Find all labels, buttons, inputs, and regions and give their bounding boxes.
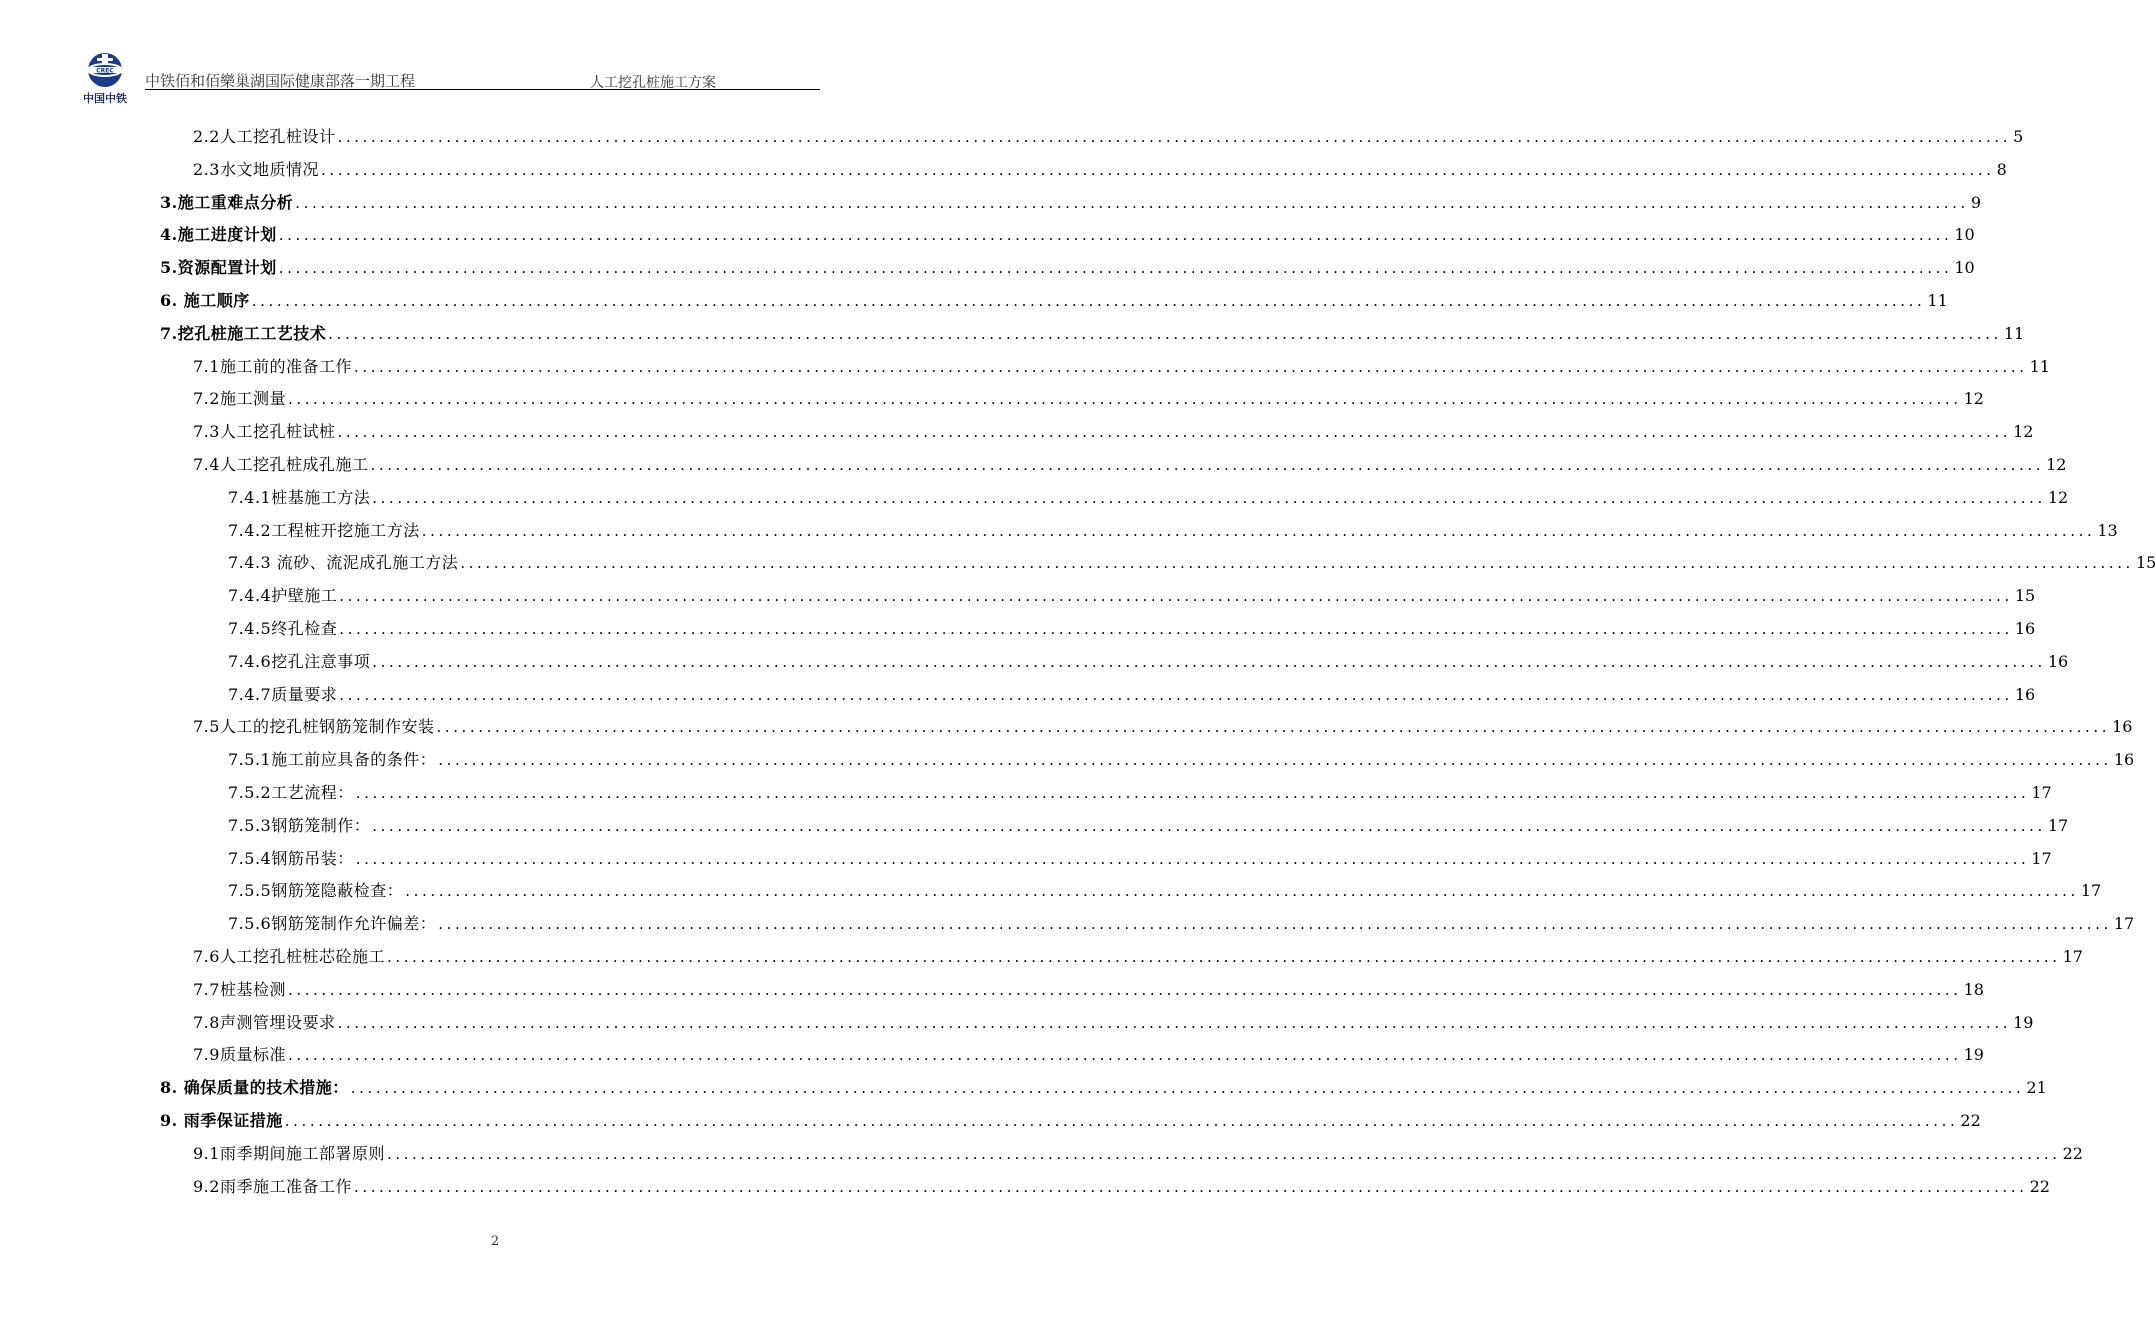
toc-entry-title: 7.5人工的挖孔桩钢筋笼制作安装 (193, 717, 435, 736)
toc-entry-title: 7.4.7质量要求 (228, 685, 338, 704)
logo-text: 中国中铁 (83, 92, 127, 105)
toc-entry[interactable] (228, 848, 2052, 870)
toc-entry-page: 17 (2031, 783, 2052, 802)
toc-entry[interactable] (193, 1012, 2034, 1034)
toc-entry-title: 7.4人工挖孔桩成孔施工 (193, 455, 369, 474)
toc-entry[interactable] (228, 552, 2156, 574)
toc-entry-page: 17 (2080, 881, 2102, 900)
toc-entry[interactable] (193, 126, 2024, 148)
toc-entry[interactable] (228, 684, 2036, 706)
toc-entry[interactable] (193, 421, 2034, 443)
toc-entry[interactable] (160, 290, 1948, 312)
toc-dot-leader: ........................................................................................................................................................................................................ (337, 1014, 2012, 1032)
toc-entry-page: 11 (2003, 324, 2025, 343)
toc-entry[interactable] (193, 979, 1984, 1001)
toc-entry[interactable] (228, 618, 2036, 640)
toc-entry-page: 17 (2062, 947, 2083, 966)
toc-entry-page: 19 (2013, 1013, 2034, 1032)
toc-entry-title: 9.2雨季施工准备工作 (193, 1177, 352, 1196)
toc-entry[interactable] (193, 388, 1984, 410)
toc-dot-leader: ........................................................................................................................................................................................................ (355, 784, 2030, 802)
toc-entry-title: 7.8声测管埋设要求 (193, 1013, 336, 1032)
toc-entry[interactable] (228, 520, 2118, 542)
toc-entry-title: 7.5.6钢筋笼制作允许偏差： (228, 914, 437, 933)
toc-entry-title: 7.6人工挖孔桩桩芯砼施工 (193, 947, 385, 966)
toc-entry-title: 9. 雨季保证措施 (160, 1111, 283, 1130)
toc-dot-leader: ........................................................................................................................................................................................................ (372, 653, 2046, 671)
toc-entry[interactable] (193, 159, 2007, 181)
toc-entry-title: 7.9质量标准 (193, 1045, 286, 1064)
toc-dot-leader: ........................................................................................................................................................................................................ (320, 161, 1995, 179)
toc-entry-title: 7.4.5终孔检查 (228, 619, 338, 638)
crec-logo-icon (75, 50, 135, 90)
toc-entry-page: 12 (1963, 389, 1984, 408)
toc-dot-leader: ........................................................................................................................................................................................................ (339, 686, 2013, 704)
toc-dot-leader: ........................................................................................................................................................................................................ (328, 325, 2002, 343)
toc-entry-page: 22 (2062, 1144, 2083, 1163)
toc-entry-title: 9.1雨季期间施工部署原则 (193, 1144, 385, 1163)
toc-entry[interactable] (160, 224, 1975, 246)
toc-entry-title: 7.5.1施工前应具备的条件： (228, 750, 437, 769)
toc-entry-page: 13 (2097, 521, 2118, 540)
toc-entry-page: 22 (1960, 1111, 1981, 1130)
toc-entry-title: 2.2人工挖孔桩设计 (193, 127, 336, 146)
toc-entry[interactable] (228, 749, 2135, 771)
toc-entry-title: 6. 施工顺序 (160, 291, 250, 310)
toc-dot-leader: ........................................................................................................................................................................................................ (386, 1145, 2061, 1163)
toc-dot-leader: ........................................................................................................................................................................................................ (370, 456, 2045, 474)
toc-entry[interactable] (193, 356, 2050, 378)
toc-entry[interactable] (160, 192, 1982, 214)
toc-entry-page: 5 (2013, 127, 2024, 146)
page-number: 2 (490, 1234, 500, 1249)
toc-entry[interactable] (193, 1044, 1984, 1066)
toc-entry-title: 7.4.3 流砂、流泥成孔施工方法 (228, 553, 459, 572)
toc-dot-leader: ........................................................................................................................................................................................................ (353, 1178, 2028, 1196)
toc-entry-page: 17 (2047, 816, 2069, 835)
toc-entry-page: 15 (2135, 553, 2156, 572)
toc-dot-leader: ........................................................................................................................................................................................................ (287, 1046, 1962, 1064)
toc-dot-leader: ........................................................................................................................................................................................................ (339, 587, 2013, 605)
toc-entry-title: 4.施工进度计划 (160, 225, 277, 244)
toc-dot-leader: ........................................................................................................................................................................................................ (438, 915, 2112, 933)
toc-entry[interactable] (228, 651, 2069, 673)
toc-entry[interactable] (160, 323, 2025, 345)
toc-entry[interactable] (193, 716, 2133, 738)
toc-entry[interactable] (228, 880, 2102, 902)
toc-entry-title: 3.施工重难点分析 (160, 193, 294, 212)
toc-entry-page: 21 (2026, 1078, 2047, 1097)
toc-dot-leader: ........................................................................................................................................................................................................ (372, 817, 2046, 835)
toc-entry-page: 12 (2046, 455, 2067, 474)
toc-entry[interactable] (193, 946, 2083, 968)
crec-logo (75, 50, 135, 108)
toc-dot-leader: ........................................................................................................................................................................................................ (355, 850, 2030, 868)
toc-entry-title: 7.2施工测量 (193, 389, 286, 408)
toc-dot-leader: ........................................................................................................................................................................................................ (251, 292, 1926, 310)
toc-dot-leader: ........................................................................................................................................................................................................ (353, 358, 2028, 376)
toc-entry[interactable] (228, 782, 2052, 804)
toc-entry[interactable] (160, 257, 1975, 279)
toc-entry-page: 17 (2031, 849, 2052, 868)
toc-entry[interactable] (193, 1143, 2083, 1165)
toc-entry-title: 7.5.3钢筋笼制作： (228, 816, 371, 835)
toc-entry-title: 7.5.4钢筋吊装： (228, 849, 354, 868)
toc-entry-page: 15 (2014, 586, 2036, 605)
toc-entry-title: 5.资源配置计划 (160, 258, 277, 277)
toc-entry-title: 7.7桩基检测 (193, 980, 286, 999)
toc-dot-leader: ........................................................................................................................................................................................................ (295, 194, 1969, 212)
toc-entry-page: 16 (2047, 652, 2069, 671)
toc-entry[interactable] (193, 454, 2067, 476)
toc-entry-page: 16 (2014, 619, 2036, 638)
toc-entry-title: 2.3水文地质情况 (193, 160, 319, 179)
toc-dot-leader: ........................................................................................................................................................................................................ (284, 1112, 1959, 1130)
toc-entry[interactable] (228, 815, 2069, 837)
toc-dot-leader: ........................................................................................................................................................................................................ (386, 948, 2061, 966)
toc-dot-leader: ........................................................................................................................................................................................................ (421, 522, 2096, 540)
header-document-title: 人工挖孔桩施工方案 (590, 75, 716, 91)
header-divider (145, 89, 820, 90)
toc-entry-title: 7.4.4护壁施工 (228, 586, 338, 605)
toc-entry-title: 7.3人工挖孔桩试桩 (193, 422, 336, 441)
toc-entry-page: 22 (2029, 1177, 2050, 1196)
toc-entry-page: 8 (1996, 160, 2007, 179)
toc-entry[interactable] (193, 1176, 2050, 1198)
toc-dot-leader: ........................................................................................................................................................................................................ (287, 390, 1962, 408)
toc-entry-page: 10 (1954, 225, 1975, 244)
toc-dot-leader: ........................................................................................................................................................................................................ (350, 1079, 2025, 1097)
toc-entry-page: 9 (1970, 193, 1982, 212)
toc-dot-leader: ........................................................................................................................................................................................................ (278, 226, 1953, 244)
toc-dot-leader: ........................................................................................................................................................................................................ (339, 620, 2013, 638)
toc-entry-page: 12 (2013, 422, 2034, 441)
toc-dot-leader: ........................................................................................................................................................................................................ (337, 423, 2012, 441)
toc-entry[interactable] (228, 585, 2036, 607)
svg-text:CREC: CREC (96, 67, 114, 75)
toc-entry[interactable] (228, 487, 2069, 509)
toc-entry-page: 16 (2112, 717, 2133, 736)
toc-entry-page: 12 (2047, 488, 2069, 507)
toc-dot-leader: ........................................................................................................................................................................................................ (337, 128, 2012, 146)
toc-entry-page: 11 (2029, 357, 2050, 376)
toc-dot-leader: ........................................................................................................................................................................................................ (372, 489, 2046, 507)
toc-entry-title: 7.4.6挖孔注意事项 (228, 652, 371, 671)
page-header (75, 50, 820, 108)
toc-dot-leader: ........................................................................................................................................................................................................ (438, 751, 2112, 769)
toc-entry-title: 7.挖孔桩施工工艺技术 (160, 324, 327, 343)
toc-entry[interactable] (160, 1077, 2047, 1099)
toc-entry[interactable] (160, 1110, 1981, 1132)
toc-entry-page: 19 (1963, 1045, 1984, 1064)
toc-entry-page: 11 (1927, 291, 1948, 310)
toc-entry-title: 8. 确保质量的技术措施： (160, 1078, 349, 1097)
toc-entry-title: 7.4.2工程桩开挖施工方法 (228, 521, 420, 540)
toc-entry-page: 16 (2113, 750, 2135, 769)
toc-entry-page: 17 (2113, 914, 2135, 933)
toc-entry-page: 10 (1954, 258, 1975, 277)
toc-entry-title: 7.5.5钢筋笼隐蔽检查： (228, 881, 404, 900)
toc-dot-leader: ........................................................................................................................................................................................................ (278, 259, 1953, 277)
toc-dot-leader: ........................................................................................................................................................................................................ (405, 882, 2079, 900)
toc-entry-title: 7.4.1桩基施工方法 (228, 488, 371, 507)
header-project-title: 中铁佰和佰樂巢湖国际健康部落一期工程 (145, 72, 416, 90)
toc-entry-page: 16 (2014, 685, 2036, 704)
toc-entry-page: 18 (1963, 980, 1984, 999)
toc-entry-title: 7.5.2工艺流程： (228, 783, 354, 802)
toc-entry-title: 7.1施工前的准备工作 (193, 357, 352, 376)
toc-dot-leader: ........................................................................................................................................................................................................ (460, 554, 2134, 572)
toc-dot-leader: ........................................................................................................................................................................................................ (436, 718, 2111, 736)
toc-entry[interactable] (228, 913, 2135, 935)
toc-dot-leader: ........................................................................................................................................................................................................ (287, 981, 1962, 999)
